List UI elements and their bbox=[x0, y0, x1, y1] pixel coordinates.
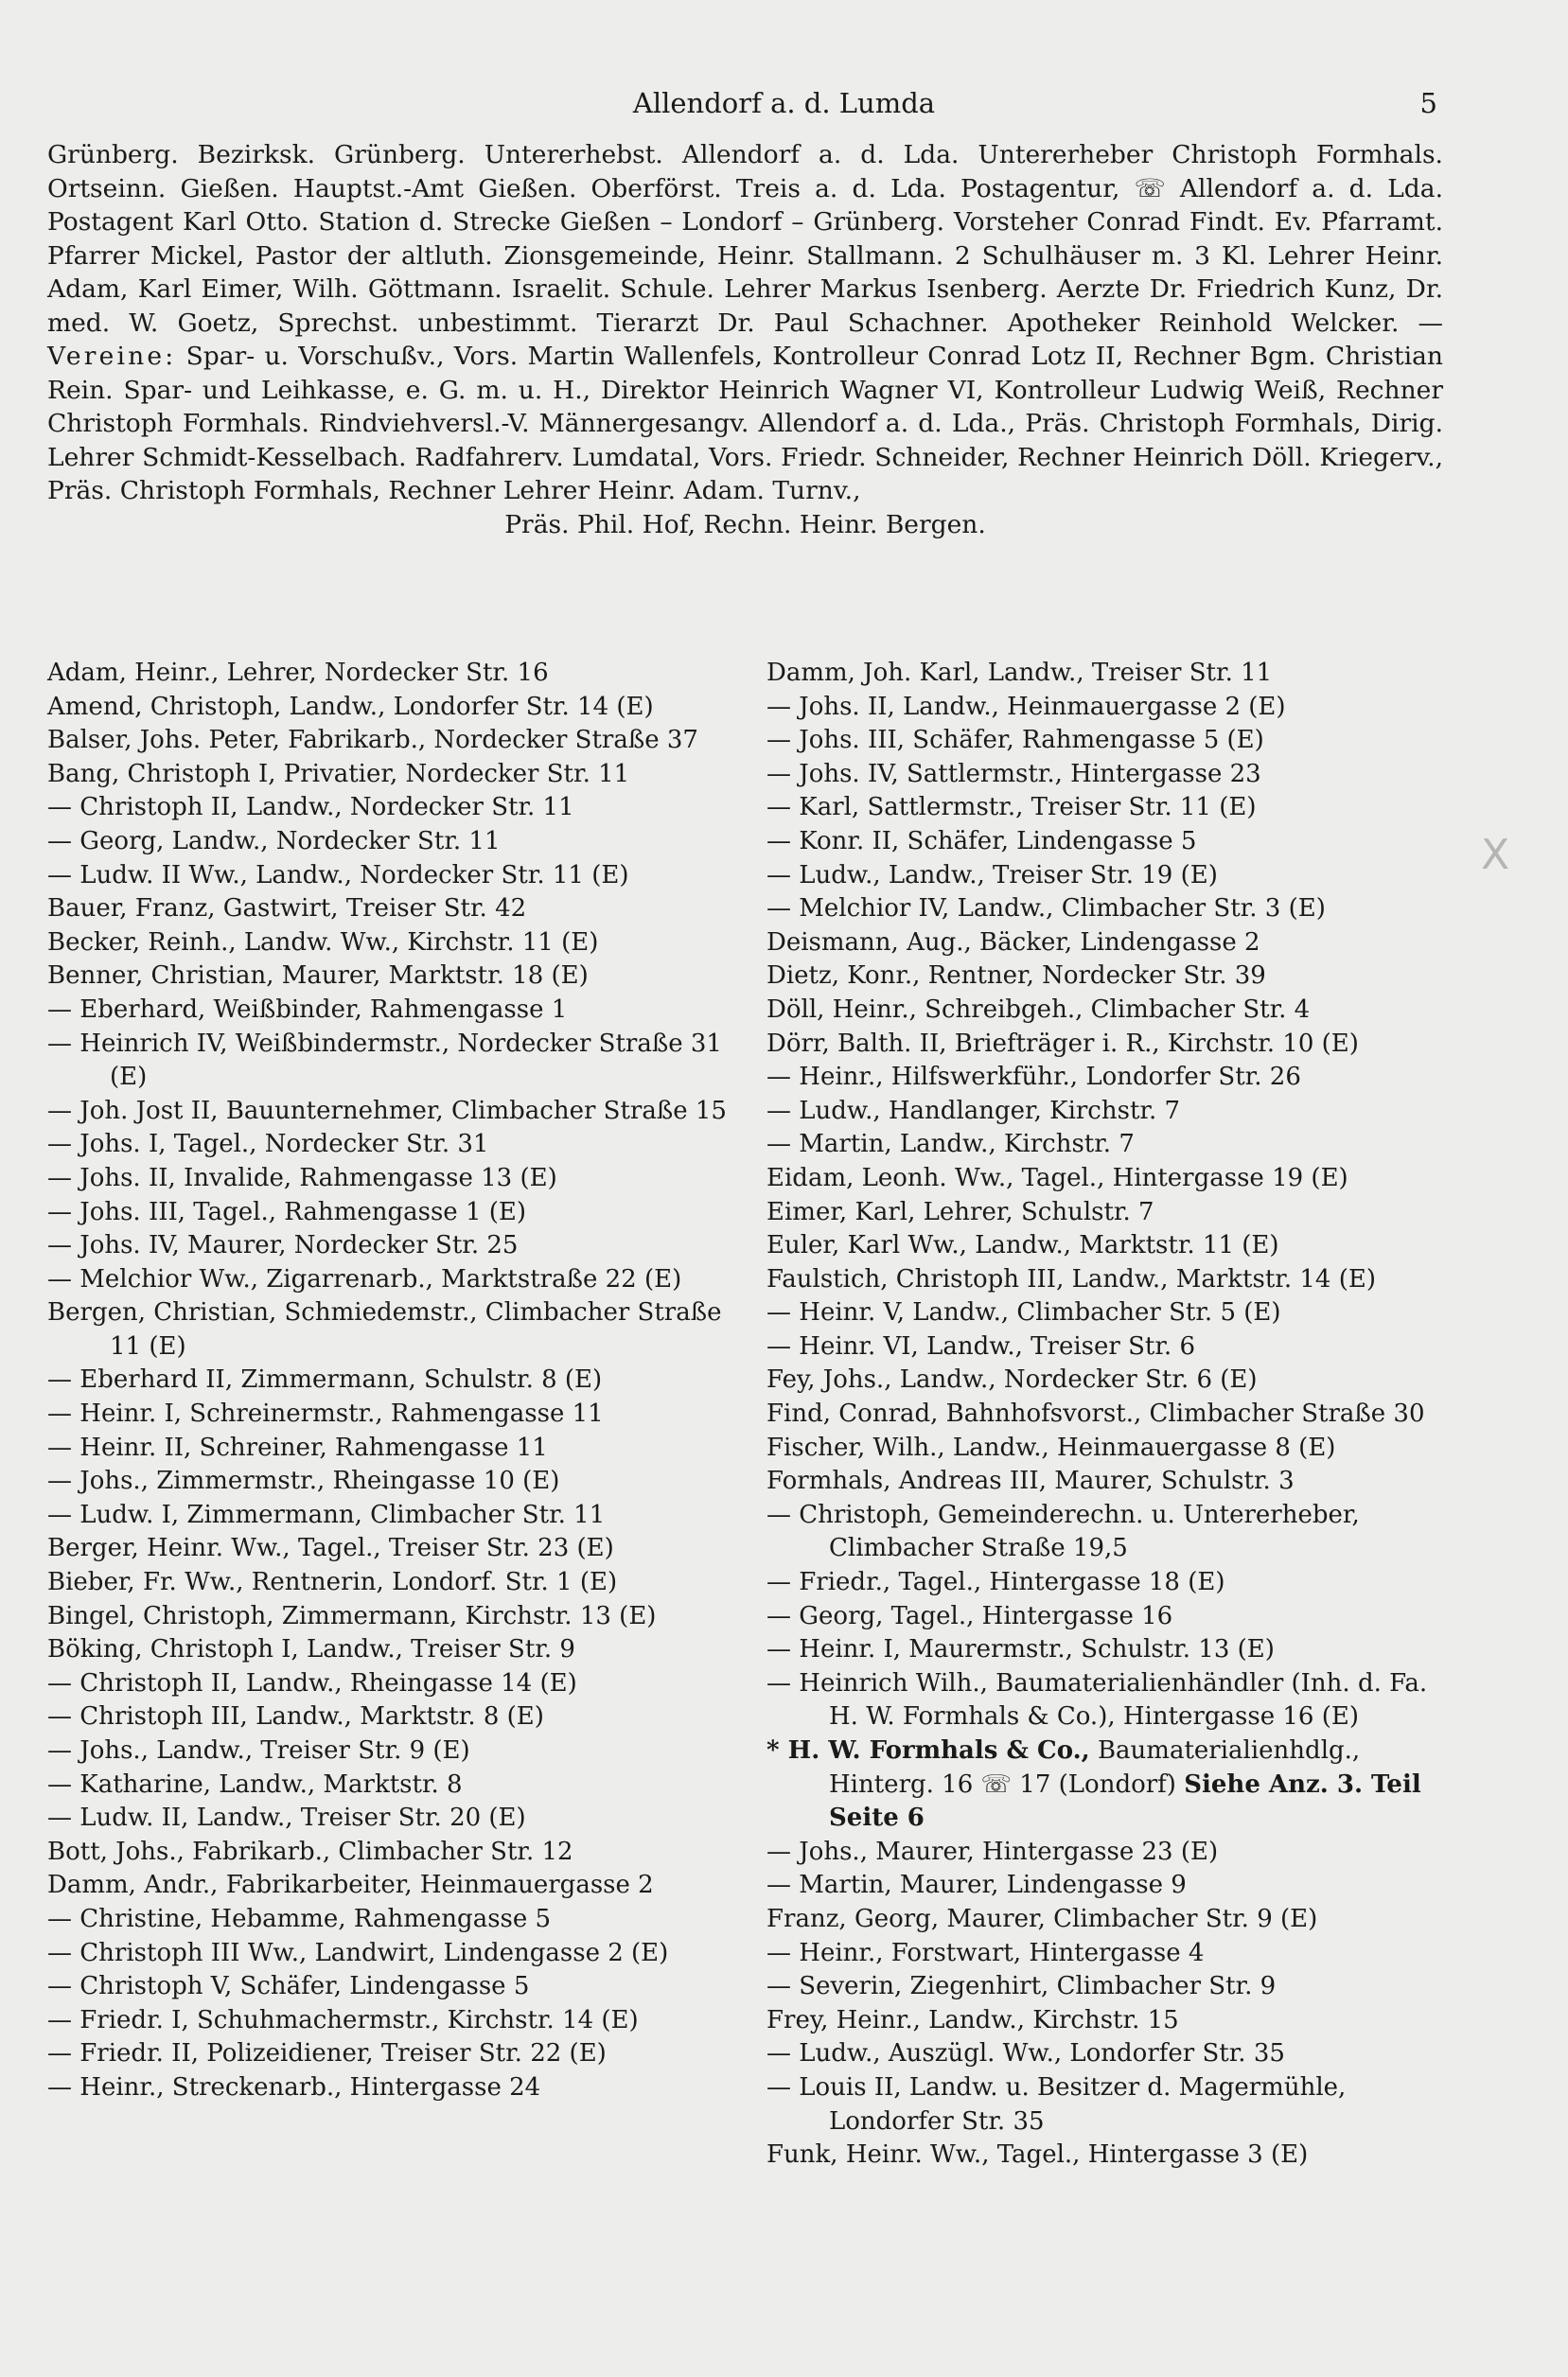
intro-paragraph bbox=[47, 138, 1443, 508]
directory-entry: Böking, Christoph I, Landw., Treiser Str. 9 bbox=[47, 1635, 575, 1664]
directory-entry: — Ludw. I, Zimmermann, Climbacher Str. 11 bbox=[47, 1500, 606, 1529]
directory-entry: — Johs., Maurer, Hintergasse 23 (E) bbox=[766, 1837, 1219, 1866]
directory-entry: — Heinrich IV, Weißbindermstr., Nordecker Straße 31 (E) bbox=[47, 1029, 722, 1092]
directory-entry: — Heinr. I, Schreinermstr., Rahmengasse 11 bbox=[47, 1400, 604, 1429]
left-column bbox=[47, 657, 738, 2105]
directory-entry: — Johs., Zimmermstr., Rheingasse 10 (E) bbox=[47, 1467, 560, 1496]
directory-entry: — Heinr., Streckenarb., Hintergasse 24 bbox=[47, 2072, 541, 2102]
directory-entry: — Johs. III, Schäfer, Rahmengasse 5 (E) bbox=[766, 726, 1264, 755]
directory-entry: — Christoph II, Landw., Rheingasse 14 (E) bbox=[47, 1668, 577, 1698]
advert-reference: Siehe Anz. 3. Teil Seite 6 bbox=[829, 1770, 1421, 1833]
directory-entry: Deismann, Aug., Bäcker, Lindengasse 2 bbox=[766, 927, 1260, 957]
directory-entry: — Friedr., Tagel., Hintergasse 18 (E) bbox=[766, 1568, 1225, 1597]
directory-entry: Damm, Andr., Fabrikarbeiter, Heinmauergasse 2 bbox=[47, 1871, 654, 1900]
directory-entry: Adam, Heinr., Lehrer, Nordecker Str. 16 bbox=[47, 659, 549, 687]
directory-entry: Bott, Johs., Fabrikarb., Climbacher Str. 12 bbox=[47, 1837, 573, 1866]
directory-entry: — Ludw., Handlanger, Kirchstr. 7 bbox=[766, 1096, 1181, 1125]
directory-entry: Amend, Christoph, Landw., Londorfer Str. 14 (E) bbox=[47, 692, 654, 721]
directory-entry: — Georg, Landw., Nordecker Str. 11 bbox=[47, 826, 501, 855]
page-number: 5 bbox=[1419, 87, 1437, 119]
directory-entry: Fey, Johs., Landw., Nordecker Str. 6 (E) bbox=[766, 1365, 1258, 1395]
directory-entry: — Katharine, Landw., Marktstr. 8 bbox=[47, 1770, 463, 1799]
directory-entry: — Heinr., Forstwart, Hintergasse 4 bbox=[766, 1938, 1205, 1967]
directory-entry: Dietz, Konr., Rentner, Nordecker Str. 39 bbox=[766, 961, 1266, 991]
directory-entry: — Christoph III, Landw., Marktstr. 8 (E) bbox=[47, 1702, 544, 1732]
directory-entry: — Johs. II, Landw., Heinmauergasse 2 (E) bbox=[766, 692, 1286, 721]
directory-entry: — Heinr. V, Landw., Climbacher Str. 5 (E) bbox=[766, 1298, 1281, 1328]
directory-entry: Bergen, Christian, Schmiedemstr., Climbacher Straße 11 (E) bbox=[47, 1298, 722, 1361]
advert-text: Baumaterialienhdlg., Hinterg. 16 ☏ 17 (Londorf) bbox=[829, 1736, 1361, 1799]
directory-entry: — Friedr. II, Polizeidiener, Treiser Str. 22 (E) bbox=[47, 2039, 607, 2069]
directory-entry: — Louis II, Landw. u. Besitzer d. Magermühle, Londorfer Str. 35 bbox=[766, 2072, 1347, 2136]
directory-entry: — Heinr. VI, Landw., Treiser Str. 6 bbox=[766, 1331, 1195, 1361]
directory-entry: — Christoph, Gemeinderechn. u. Untererheber, Climbacher Straße 19,5 bbox=[766, 1500, 1360, 1563]
right-column bbox=[766, 657, 1457, 2173]
directory-entry: — Johs. IV, Maurer, Nordecker Str. 25 bbox=[47, 1231, 519, 1260]
advert-name: * H. W. Formhals & Co., bbox=[766, 1736, 1090, 1765]
directory-entry: Formhals, Andreas III, Maurer, Schulstr. 3 bbox=[766, 1467, 1295, 1496]
directory-entry: — Martin, Landw., Kirchstr. 7 bbox=[766, 1130, 1135, 1159]
directory-entry: — Melchior IV, Landw., Climbacher Str. 3 (E) bbox=[766, 894, 1326, 924]
directory-entry: — Joh. Jost II, Bauunternehmer, Climbacher Straße 15 bbox=[47, 1096, 727, 1125]
directory-entry: — Friedr. I, Schuhmachermstr., Kirchstr. 14 (E) bbox=[47, 2005, 639, 2034]
intro-text: Grünberg. Bezirksk. Grünberg. Untererhebst. Allendorf a. d. Lda. Untererheber Christoph Formhals. Ortseinn. Gießen. Hauptst.-Amt Gießen. Oberförst. Treis a. d. Lda. Postagentur, ☏ Allendorf a. d. Lda. Postagent Karl Otto. Station d. Strecke Gießen – Londorf – Grünberg. Vorsteher Conrad Findt. Ev. Pfarramt. Pfarrer Mickel, Pastor der altluth. Zionsgemeinde, Heinr. Stallmann. 2 Schulhäuser m. 3 Kl. Lehrer Heinr. Adam, Karl Eimer, Wilh. Göttmann. Israelit. Schule. Lehrer Markus Isenberg. Aerzte Dr. Friedrich Kunz, Dr. med. W. Goetz, Sprechst. unbestimmt. Tierarzt Dr. Paul Schachner. Apotheker Reinhold Welcker. — bbox=[47, 140, 1443, 338]
directory-entry: — Christoph II, Landw., Nordecker Str. 11 bbox=[47, 793, 574, 822]
directory-entry: Bingel, Christoph, Zimmermann, Kirchstr. 13 (E) bbox=[47, 1601, 657, 1630]
page-title: Allendorf a. d. Lumda bbox=[632, 87, 936, 119]
directory-entry: — Heinr., Hilfswerkführ., Londorfer Str. 26 bbox=[766, 1063, 1301, 1092]
directory-entry: Bang, Christoph I, Privatier, Nordecker Str. 11 bbox=[47, 759, 630, 788]
directory-entry: Döll, Heinr., Schreibgeh., Climbacher Str. 4 bbox=[766, 995, 1311, 1024]
directory-entry: Euler, Karl Ww., Landw., Marktstr. 11 (E) bbox=[766, 1231, 1279, 1260]
directory-entry: — Christine, Hebamme, Rahmengasse 5 bbox=[47, 1904, 552, 1933]
directory-entry: — Johs. I, Tagel., Nordecker Str. 31 bbox=[47, 1130, 489, 1159]
directory-entry: — Johs. II, Invalide, Rahmengasse 13 (E) bbox=[47, 1163, 557, 1192]
directory-entry: — Johs. III, Tagel., Rahmengasse 1 (E) bbox=[47, 1197, 527, 1226]
directory-entry: — Ludw. II Ww., Landw., Nordecker Str. 11 (E) bbox=[47, 860, 629, 889]
directory-entry: — Christoph III Ww., Landwirt, Lindengasse 2 (E) bbox=[47, 1938, 669, 1967]
directory-entry: Eimer, Karl, Lehrer, Schulstr. 7 bbox=[766, 1197, 1154, 1226]
directory-entry: Find, Conrad, Bahnhofsvorst., Climbacher Straße 30 bbox=[766, 1400, 1425, 1429]
directory-entry: Faulstich, Christoph III, Landw., Marktstr. 14 (E) bbox=[766, 1264, 1376, 1294]
vereine-text: Spar- u. Vorschußv., Vors. Martin Wallenfels, Kontrolleur Conrad Lotz II, Rechner Bgm. Christian Rein. Spar- und Leihkasse, e. G. m. u. H., Direktor Heinrich Wagner VI, Kontrolleur Ludwig Weiß, Rechner Christoph Formhals. Rindviehversl.-V. Männergesangv. Allendorf a. d. Lda., Präs. Christoph Formhals, Dirig. Lehrer Schmidt-Kesselbach. Radfahrerv. Lumdatal, Vors. Friedr. Schneider, Rechner Heinrich Döll. Kriegerv., Präs. Christoph Formhals, Rechner Lehrer Heinr. Adam. Turnv., bbox=[47, 342, 1443, 505]
directory-entry: — Heinrich Wilh., Baumaterialienhändler (Inh. d. Fa. H. W. Formhals & Co.), Hintergasse 16 (E) bbox=[766, 1668, 1428, 1732]
directory-entry: — Ludw. II, Landw., Treiser Str. 20 (E) bbox=[47, 1804, 526, 1833]
directory-entry: — Martin, Maurer, Lindengasse 9 bbox=[766, 1871, 1187, 1900]
directory-entry: Berger, Heinr. Ww., Tagel., Treiser Str. 23 (E) bbox=[47, 1534, 614, 1563]
directory-entry: — Christoph V, Schäfer, Lindengasse 5 bbox=[47, 1972, 530, 2001]
directory-entry: — Eberhard II, Zimmermann, Schulstr. 8 (E) bbox=[47, 1365, 603, 1395]
directory-entry: — Ludw., Auszügl. Ww., Londorfer Str. 35 bbox=[766, 2039, 1285, 2069]
directory-entry: — Severin, Ziegenhirt, Climbacher Str. 9 bbox=[766, 1972, 1277, 2001]
pencil-margin-mark: X bbox=[1481, 831, 1510, 879]
directory-entry: — Eberhard, Weißbinder, Rahmengasse 1 bbox=[47, 995, 568, 1024]
directory-entry: Becker, Reinh., Landw. Ww., Kirchstr. 11 (E) bbox=[47, 927, 599, 957]
directory-entry: Damm, Joh. Karl, Landw., Treiser Str. 11 bbox=[766, 659, 1273, 687]
directory-entry: — Johs., Landw., Treiser Str. 9 (E) bbox=[47, 1736, 470, 1765]
directory-entry: — Johs. IV, Sattlermstr., Hintergasse 23 bbox=[766, 759, 1261, 788]
directory-entry: Bauer, Franz, Gastwirt, Treiser Str. 42 bbox=[47, 894, 527, 924]
directory-entry: Balser, Johs. Peter, Fabrikarb., Nordecker Straße 37 bbox=[47, 726, 698, 755]
directory-entry: — Melchior Ww., Zigarrenarb., Marktstraße 22 (E) bbox=[47, 1264, 682, 1294]
directory-entry: Dörr, Balth. II, Briefträger i. R., Kirchstr. 10 (E) bbox=[766, 1029, 1359, 1058]
directory-entry: Benner, Christian, Maurer, Marktstr. 18 (E) bbox=[47, 961, 589, 991]
directory-entry: — Heinr. II, Schreiner, Rahmengasse 11 bbox=[47, 1433, 548, 1462]
right-column-entries-a bbox=[766, 657, 1457, 1734]
page-header bbox=[0, 83, 1568, 125]
town-description bbox=[47, 138, 1443, 541]
intro-last-line: Präs. Phil. Hof, Rechn. Heinr. Bergen. bbox=[504, 509, 986, 539]
directory-entry: Bieber, Fr. Ww., Rentnerin, Londorf. Str. 1 (E) bbox=[47, 1568, 618, 1597]
directory-entry: Fischer, Wilh., Landw., Heinmauergasse 8 (E) bbox=[766, 1433, 1336, 1462]
directory-entry: Franz, Georg, Maurer, Climbacher Str. 9 (E) bbox=[766, 1904, 1318, 1933]
directory-entry: Eidam, Leonh. Ww., Tagel., Hintergasse 19 (E) bbox=[766, 1163, 1348, 1192]
directory-entry: Funk, Heinr. Ww., Tagel., Hintergasse 3 (E) bbox=[766, 2140, 1309, 2170]
directory-entry: — Ludw., Landw., Treiser Str. 19 (E) bbox=[766, 860, 1218, 889]
advert-entry bbox=[766, 1734, 1457, 1836]
vereine-label: Vereine: bbox=[47, 342, 177, 371]
directory-entry: — Karl, Sattlermstr., Treiser Str. 11 (E) bbox=[766, 793, 1257, 822]
directory-entry: Frey, Heinr., Landw., Kirchstr. 15 bbox=[766, 2005, 1179, 2034]
directory-entry: — Konr. II, Schäfer, Lindengasse 5 bbox=[766, 826, 1197, 855]
directory-entry: — Georg, Tagel., Hintergasse 16 bbox=[766, 1601, 1173, 1630]
directory-entry: — Heinr. I, Maurermstr., Schulstr. 13 (E) bbox=[766, 1635, 1275, 1664]
right-column-entries-b bbox=[766, 1836, 1457, 2173]
